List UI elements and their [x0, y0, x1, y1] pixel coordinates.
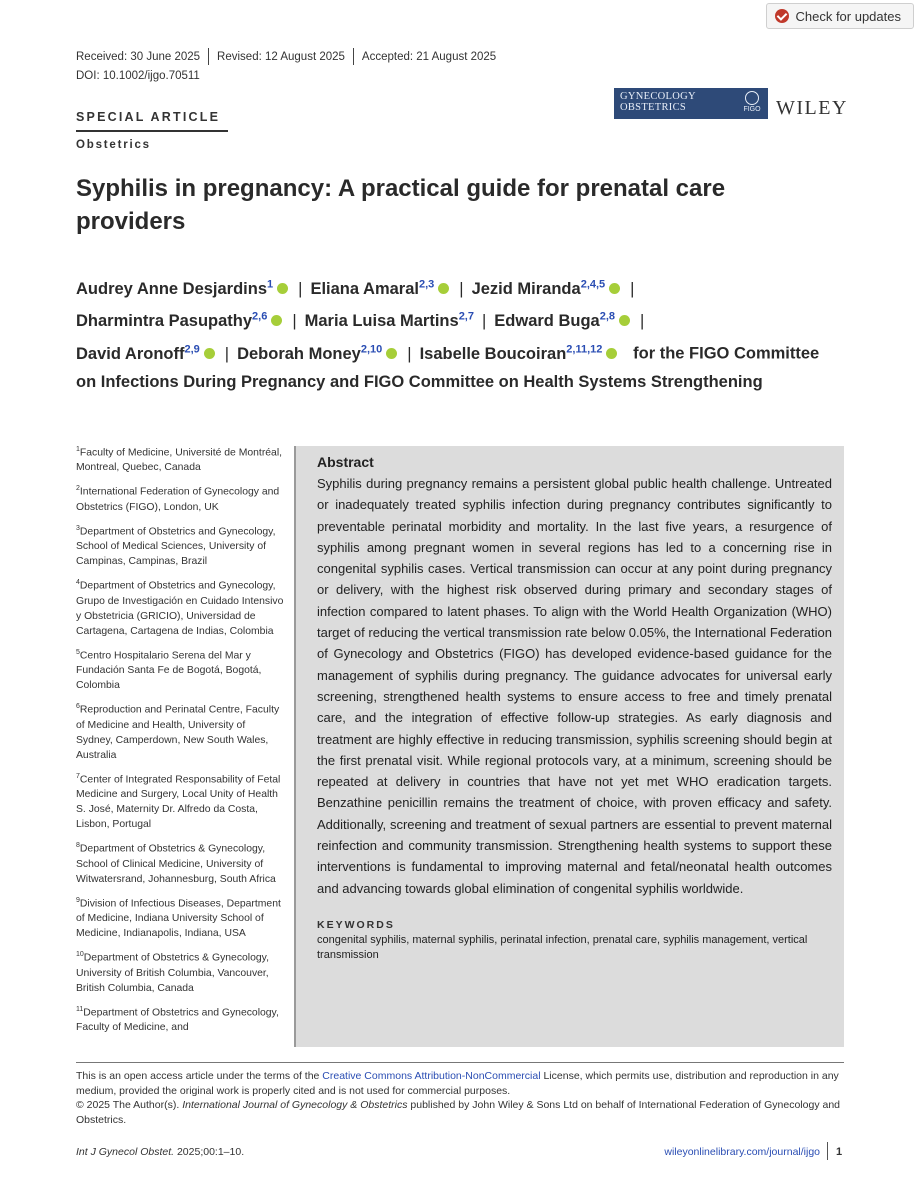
- author-affiliation-ref[interactable]: 2,6: [252, 310, 268, 323]
- orcid-icon[interactable]: [386, 348, 397, 359]
- top-toolbar: [0, 0, 920, 34]
- affiliation-text: Department of Obstetrics and Gynecology, School of Medical Sciences, University of Campinas, Campinas, Brazil: [76, 526, 276, 568]
- author: [305, 312, 474, 330]
- date-separator: [353, 48, 354, 65]
- orcid-icon[interactable]: [619, 315, 630, 326]
- orcid-icon[interactable]: [438, 283, 449, 294]
- publisher-logo: WILEY: [776, 97, 848, 119]
- article-type: SPECIAL ARTICLE: [76, 110, 221, 124]
- author-affiliation-ref[interactable]: 2,10: [360, 343, 383, 355]
- article-dates: [76, 48, 496, 65]
- author-list: Audrey Anne Desjardins$^1$ | Eliana Amaral$^{2,3}$ | Jezid Miranda$^{2,4,5}$ | Dharmintra Pasupathy$^{2,6}$ | Maria Luisa Martins$^{2,7}$ | Edward Buga$^{2,8}$ | David Aronoff$^{2,9}$ | Deborah Money$^{2,10}$ | Isabelle Boucoiran$^{2,11,12}$ for the FIGO Committee on Infections During Pregnancy and FIGO Committee on Health Systems Strengthening: [76, 278, 820, 391]
- author-name: Eliana Amaral: [310, 279, 419, 298]
- affiliation: [76, 947, 284, 995]
- affiliation: [76, 481, 284, 514]
- orcid-icon[interactable]: [606, 348, 617, 359]
- committee-credit: for the FIGO Committee on Infections During Pregnancy and FIGO Committee on Health Systems Strengthening: [76, 344, 820, 391]
- figo-emblem-icon: [745, 91, 759, 105]
- orcid-icon[interactable]: [271, 315, 282, 326]
- license-text: This is an open access article under the terms of the: [76, 1070, 323, 1082]
- affiliation: [76, 645, 284, 693]
- citation-journal: Int J Gynecol Obstet.: [76, 1146, 175, 1158]
- affiliation-number: 9: [76, 896, 80, 904]
- author-name: David Aronoff: [76, 344, 185, 363]
- copyright-journal: International Journal of Gynecology & Obstetrics: [182, 1099, 408, 1111]
- article-title: Syphilis in pregnancy: A practical guide for prenatal care providers: [76, 175, 726, 235]
- check-for-updates-button[interactable]: [766, 3, 914, 29]
- citation-details: 2025;00:1–10.: [174, 1146, 245, 1158]
- revised-date: Revised: 12 August 2025: [217, 50, 345, 63]
- figo-logo: [741, 90, 763, 117]
- keywords-heading: KEYWORDS: [317, 918, 395, 931]
- author-affiliation-ref[interactable]: 2,8: [599, 310, 616, 323]
- orcid-icon[interactable]: [277, 283, 288, 294]
- author-name: Isabelle Boucoiran: [419, 344, 567, 363]
- page-number-divider: [827, 1142, 828, 1160]
- affiliation-text: International Federation of Gynecology and Obstetrics (FIGO), London, UK: [76, 486, 280, 513]
- author-affiliation-ref[interactable]: 1: [267, 278, 274, 290]
- copyright-text: © 2025 The Author(s).: [76, 1099, 183, 1111]
- author: [76, 345, 217, 363]
- orcid-icon[interactable]: [204, 348, 215, 359]
- author-name: Jezid Miranda: [471, 279, 581, 298]
- journal-logo: [614, 88, 768, 119]
- affiliation-number: 4: [76, 579, 80, 587]
- affiliation-number: 7: [76, 772, 80, 780]
- affiliation-text: Reproduction and Perinatal Centre, Faculty of Medicine and Health, University of Sydney, Camperdown, New South Wales, Australia: [76, 704, 280, 761]
- affiliation: [76, 769, 284, 832]
- affiliation: [76, 575, 284, 638]
- affiliations-list: [76, 442, 284, 1052]
- author-name: Deborah Money: [237, 344, 361, 363]
- author-affiliation-ref[interactable]: 2,3: [418, 278, 435, 290]
- affiliation-text: Division of Infectious Diseases, Department of Medicine, Indiana University School of Medicine, Indianapolis, Indiana, USA: [76, 898, 281, 940]
- abstract-text: Syphilis during pregnancy remains a persistent global public health challenge. Untreated or inadequately treated syphilis infection during pregnancy contributes significantly to preventable perinatal morbidity and mortality. In the last five years, a resurgence of syphilis among pregnant women in several regions has led to a concerning rise in congenital syphilis cases. Vertical transmission can occur at any point during pregnancy or delivery, with the highest risk observed during primary and secondary stages of infection compared to latent phases. To align with the World Health Organization (WHO) target of reducing the vertical transmission rate below 0.05%, the International Federation of Gynecology and Obstetrics (FIGO) has developed evidence-based guidance for the management of syphilis during pregnancy. The guidance advocates for universal early screening, strengthened health systems to ensure access to free and timely prenatal care, and the integration of effective follow-up strategies. As early diagnosis and treatment are highly effective in reducing transmission, syphilis screening should begin at the first prenatal visit. While regional protocols vary, at a minimum, screening should be repeated at delivery in countries that have not yet met WHO eradication targets. Benzathine penicillin remains the treatment of choice, with proven efficacy and safety. Additionally, screening and treatment of sexual partners are essential to prevent maternal reinfection and community transmission. Strengthening health systems to support these interventions is fundamental to improving maternal and fetal/neonatal health outcomes and advancing towards global elimination of congenital syphilis worldwide.: [317, 476, 832, 896]
- affiliation-number: 5: [76, 648, 80, 656]
- affiliation-number: 1: [76, 446, 80, 453]
- author: [76, 280, 290, 298]
- affiliation-text: Center of Integrated Responsability of Fetal Medicine and Surgery, Local Unity of Health S. José, Maternity Dr. Alfredo da Costa, Lisbon, Portugal: [76, 774, 281, 831]
- affiliation-text: Department of Obstetrics and Gynecology, Faculty of Medicine, and: [76, 1007, 279, 1034]
- author-affiliation-ref[interactable]: 2,4,5: [580, 278, 606, 290]
- citation: [76, 1146, 244, 1158]
- license-link[interactable]: Creative Commons Attribution-NonCommercial: [322, 1070, 541, 1082]
- keywords-text: congenital syphilis, maternal syphilis, perinatal infection, prenatal care, syphilis management, vertical transmission: [317, 933, 808, 961]
- author-name: Edward Buga: [494, 312, 600, 330]
- author: [310, 280, 451, 298]
- author-affiliation-ref[interactable]: 2,11,12: [566, 343, 603, 355]
- article-type-underline: [76, 130, 228, 132]
- orcid-icon[interactable]: [609, 283, 620, 294]
- affiliation-number: 6: [76, 703, 80, 711]
- author: [237, 345, 399, 363]
- affiliation: [76, 838, 284, 886]
- author: [76, 312, 284, 330]
- author-affiliation-ref[interactable]: 2,9: [184, 343, 200, 355]
- affiliation-number: 10: [76, 951, 84, 959]
- affiliation-text: Department of Obstetrics & Gynecology, University of British Columbia, Vancouver, British Columbia, Canada: [76, 952, 269, 994]
- figo-label: FIGO: [743, 106, 761, 113]
- author-name: Maria Luisa Martins: [304, 312, 459, 330]
- affiliation-text: Centro Hospitalario Serena del Mar y Fundación Santa Fe de Bogotá, Bogotá, Colombia: [76, 650, 262, 692]
- affiliation-number: 2: [76, 485, 80, 493]
- affiliation-text: Department of Obstetrics and Gynecology, Grupo de Investigación en Cuidado Intensivo y Obstetricia (GRICIO), Universidad de Cartagena, Cartagena de Indias, Colombia: [76, 580, 284, 637]
- abstract-heading: Abstract: [317, 454, 374, 470]
- affiliation-number: 11: [76, 1005, 84, 1013]
- footer-divider: [76, 1062, 844, 1063]
- affiliation: [76, 521, 284, 569]
- affiliation-text: Faculty of Medicine, Université de Montréal, Montreal, Quebec, Canada: [76, 447, 283, 474]
- date-separator: [208, 48, 209, 65]
- check-for-updates-label: Check for updates: [795, 8, 901, 24]
- author-name: Audrey Anne Desjardins: [76, 279, 268, 298]
- affiliation-number: 8: [76, 842, 80, 850]
- copyright-text: published by John Wiley & Sons Ltd on behalf of International Federation of Gynecology and Obstetrics.: [76, 1099, 841, 1126]
- author: [420, 345, 620, 363]
- affiliation: [76, 442, 284, 475]
- author-affiliation-ref[interactable]: 2,7: [458, 310, 474, 323]
- author: [494, 312, 632, 330]
- journal-logo-line2: OBSTETRICS: [620, 102, 687, 113]
- abstract-box: [294, 446, 844, 1047]
- affiliation-text: Department of Obstetrics & Gynecology, School of Clinical Medicine, University of Witwatersrand, Johannesburg, South Africa: [76, 843, 276, 885]
- journal-logo-line1: GYNECOLOGY: [620, 91, 696, 102]
- license-text: License, which permits use, distribution and reproduction in any medium, provided the original work is properly cited and is not used for commercial purposes.: [76, 1070, 839, 1097]
- accepted-date: Accepted: 21 August 2025: [361, 50, 497, 63]
- affiliation-number: 3: [76, 524, 80, 532]
- journal-website-link[interactable]: wileyonlinelibrary.com/journal/ijgo: [664, 1146, 820, 1158]
- affiliation: [76, 1002, 284, 1035]
- affiliation: [76, 893, 284, 941]
- affiliation: [76, 699, 284, 762]
- license-notice: [76, 1069, 844, 1127]
- received-date: Received: 30 June 2025: [76, 50, 201, 63]
- page-number: 1: [836, 1146, 843, 1158]
- author: [472, 280, 623, 298]
- article-section: Obstetrics: [76, 139, 151, 151]
- check-updates-icon: [775, 9, 789, 23]
- author-name: Dharmintra Pasupathy: [76, 312, 253, 330]
- doi: DOI: 10.1002/ijgo.70511: [76, 70, 200, 82]
